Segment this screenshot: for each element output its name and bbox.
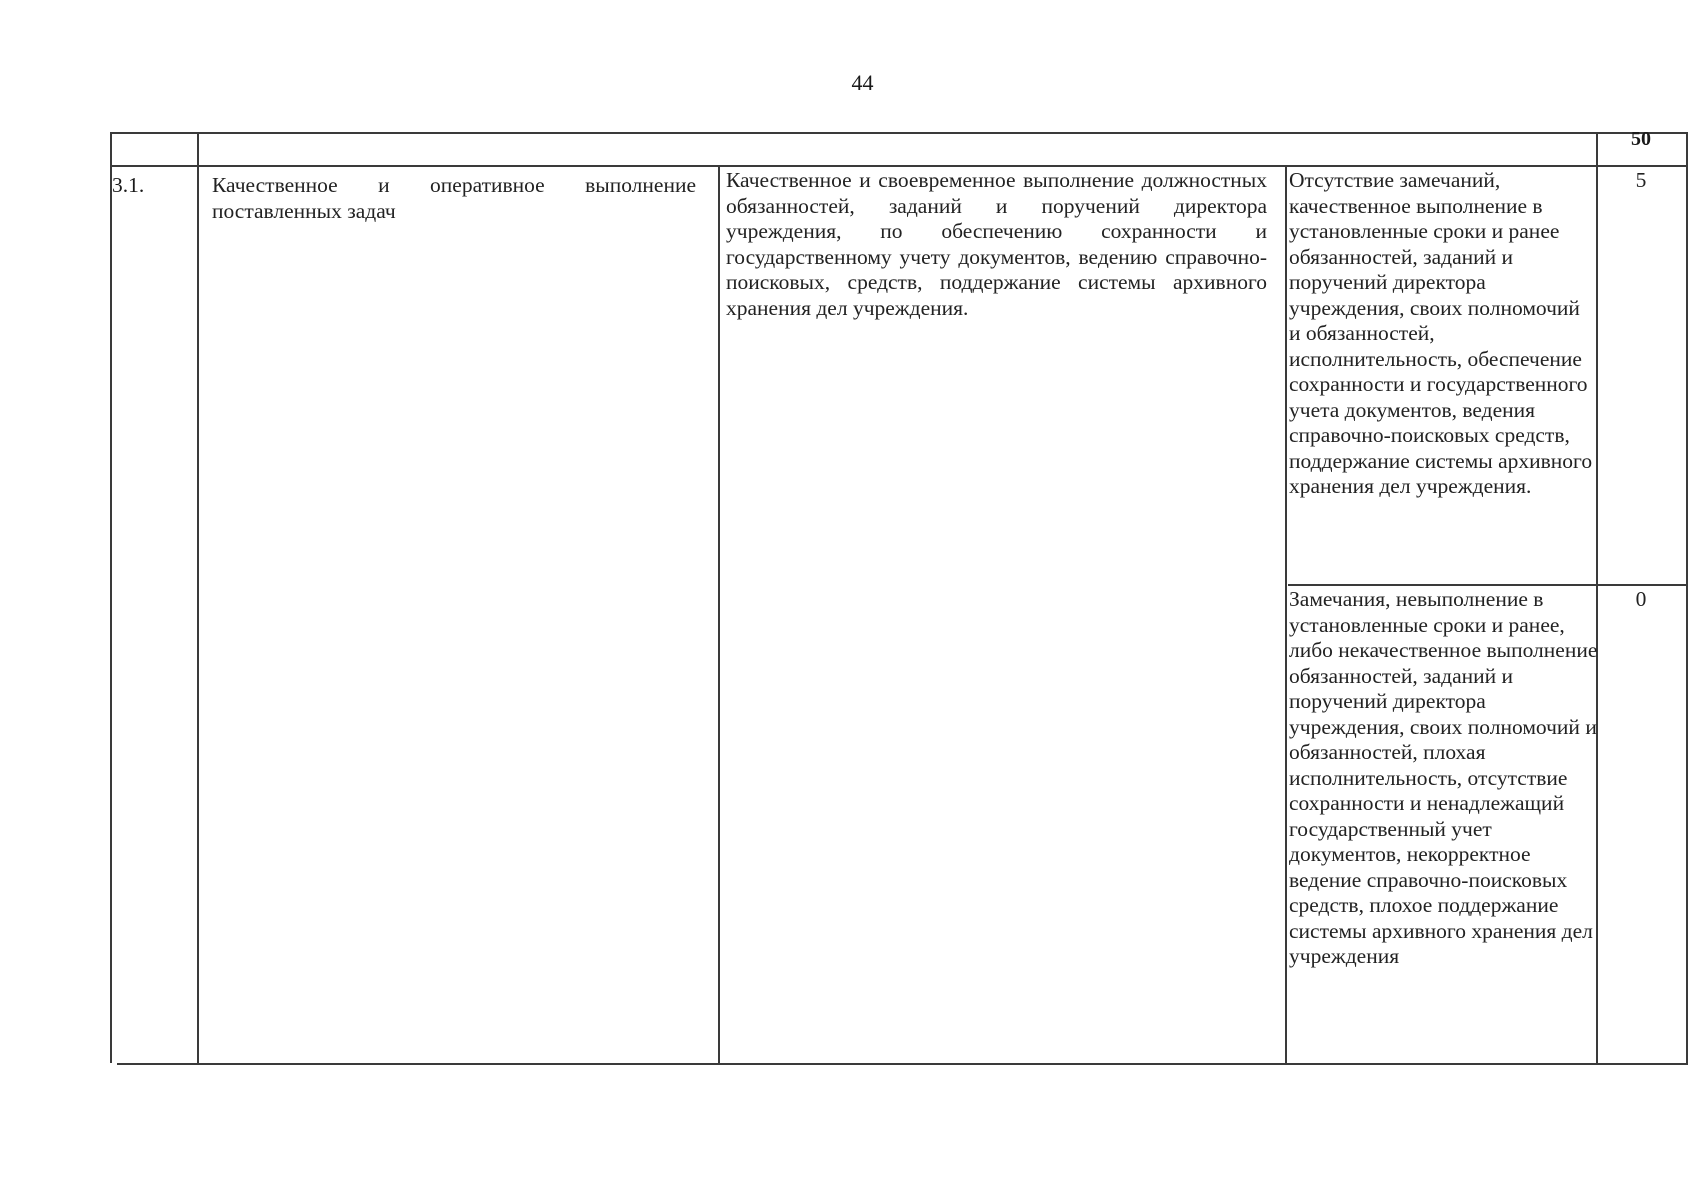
total-points: 50 — [1631, 128, 1651, 150]
table-bottom-border — [117, 1063, 1688, 1065]
criterion-negative-text: Замечания, невыполнение в установленные сроки и ранее, либо некачественное выполнение обязанностей, заданий и поручений директора учреждения, своих полномочий и обязанностей, плохая исполнительность, отсутствие сохранности и ненадлежащий государственный учет документов, некорректное ведение справочно-поисковых средств, плохое поддержание системы архивного хранения дел учреждения — [1289, 587, 1598, 968]
criteria-divider — [1288, 584, 1688, 586]
number-column-divider — [197, 132, 199, 1063]
indicator-column-divider — [718, 165, 720, 1063]
criterion-negative-points: 0 — [1635, 587, 1647, 611]
page-number: 44 — [851, 70, 874, 95]
description-column-divider — [1285, 165, 1287, 1063]
table-right-border — [1686, 132, 1688, 1063]
header-bottom-border — [110, 165, 1688, 167]
indicator-text: Качественное и оперативное выполнение поставленных задач — [212, 173, 696, 223]
row-number: 3.1. — [112, 173, 145, 197]
criterion-positive-text: Отсутствие замечаний, качественное выполнение в установленные сроки и ранее обязанностей, заданий и поручений директора учреждения, своих полномочий и обязанностей, исполнительность, обеспечение сохранности и государственного учета документов, ведения справочно-поисковых средств, поддержание системы архивного хранения дел учреждения. — [1289, 168, 1593, 498]
table-left-border — [110, 132, 112, 1063]
criterion-positive-points: 5 — [1635, 168, 1647, 192]
table-top-border — [110, 132, 1688, 134]
description-text: Качественное и своевременное выполнение должностных обязанностей, заданий и поручений директора учреждения, по обеспечению сохранности и государственному учету документов, ведению справочно-поисковых, средств, поддержание системы архивного хранения дел учреждения. — [726, 168, 1267, 320]
